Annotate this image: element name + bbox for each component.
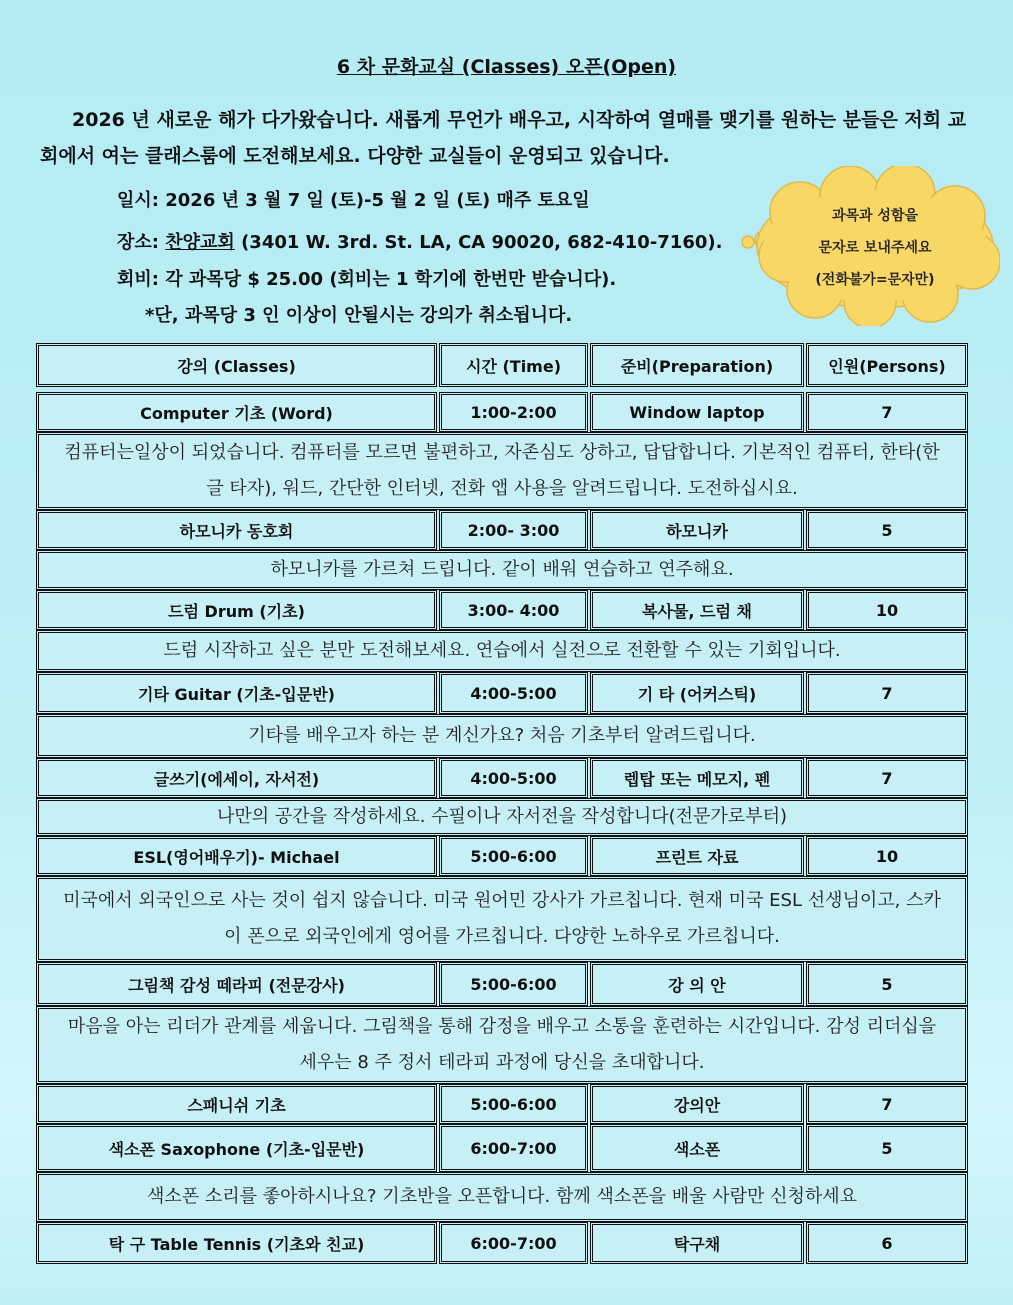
table-row — [36, 590, 968, 630]
table-row — [36, 758, 968, 798]
fee-line: 회비: 각 과목당 $ 25.00 (회비는 1 학기에 한번만 받습니다). — [117, 269, 617, 290]
class-description: 미국에서 외국인으로 사는 것이 쉽지 않습니다. 미국 원어민 강사가 가르칩니다. 현재 미국 ESL 선생님이고, 스카이 폰으로 외국인에게 영어를 가르칩니다. 다양한 노하우로 가르칩니다. — [36, 876, 968, 962]
table-row — [36, 672, 968, 714]
cancel-note: *단, 과목당 3 인 이상이 안될시는 강의가 취소됩니다. — [145, 305, 573, 326]
persons-cell: 7 — [806, 1084, 968, 1124]
preparation-cell: 하모니카 — [590, 510, 804, 550]
persons-cell: 7 — [806, 672, 968, 714]
time-cell: 6:00-7:00 — [439, 1124, 588, 1172]
class-name-cell: 드럼 Drum (기초) — [36, 590, 437, 630]
class-name-cell: 그림책 감성 떼라피 (전문강사) — [36, 962, 437, 1006]
preparation-cell: Window laptop — [590, 392, 804, 432]
time-cell: 3:00- 4:00 — [439, 590, 588, 630]
class-name-cell: 기타 Guitar (기초-입문반) — [36, 672, 437, 714]
location-label: 장소: — [117, 232, 166, 253]
class-description: 컴퓨터는일상이 되었습니다. 컴퓨터를 모르면 불편하고, 자존심도 상하고, 답답합니다. 기본적인 컴퓨터, 한타(한글 타자), 워드, 간단한 인터넷, 전화 앱 사용을 알려드립니다. 도전하십시요. — [36, 432, 968, 510]
header-classes: 강의 (Classes) — [36, 343, 437, 387]
time-cell: 6:00-7:00 — [439, 1222, 588, 1264]
time-cell: 5:00-6:00 — [439, 1084, 588, 1124]
preparation-cell: 복사물, 드럼 채 — [590, 590, 804, 630]
class-table — [36, 0, 968, 1305]
header-persons: 인원(Persons) — [806, 343, 968, 387]
class-description: 색소폰 소리를 좋아하시나요? 기초반을 오픈합니다. 함께 색소폰을 배울 사람만 신청하세요 — [36, 1172, 968, 1222]
persons-cell: 7 — [806, 392, 968, 432]
class-description: 마음을 아는 리더가 관계를 세웁니다. 그림책을 통해 감정을 배우고 소통을 훈련하는 시간입니다. 감성 리더십을 세우는 8 주 정서 테라피 과정에 당신을 초대합니다. — [36, 1006, 968, 1084]
persons-cell: 7 — [806, 758, 968, 798]
table-row — [36, 1084, 968, 1124]
schedule-line: 일시: 2026 년 3 월 7 일 (토)-5 월 2 일 (토) 매주 토요일 — [117, 190, 590, 211]
class-name-cell: 글쓰기(에세이, 자서전) — [36, 758, 437, 798]
bubble-line-1: 과목과 성함을 — [831, 208, 919, 224]
class-name-cell: 탁 구 Table Tennis (기초와 친교) — [36, 1222, 437, 1264]
bubble-line-2: 문자로 보내주세요 — [818, 240, 932, 256]
preparation-cell: 색소폰 — [590, 1124, 804, 1172]
time-cell: 5:00-6:00 — [439, 962, 588, 1006]
persons-cell: 5 — [806, 962, 968, 1006]
table-row — [36, 1222, 968, 1264]
header-time: 시간 (Time) — [439, 343, 588, 387]
class-description: 나만의 공간을 작성하세요. 수필이나 자서전을 작성합니다(전문가로부터) — [36, 798, 968, 836]
time-cell: 4:00-5:00 — [439, 672, 588, 714]
table-row — [36, 510, 968, 550]
preparation-cell: 렙탑 또는 메모지, 펜 — [590, 758, 804, 798]
time-cell: 5:00-6:00 — [439, 836, 588, 876]
table-header-row — [36, 343, 968, 387]
time-cell: 4:00-5:00 — [439, 758, 588, 798]
preparation-cell: 기 타 (어커스틱) — [590, 672, 804, 714]
class-name-cell: ESL(영어배우기)- Michael — [36, 836, 437, 876]
time-cell: 2:00- 3:00 — [439, 510, 588, 550]
table-row — [36, 962, 968, 1006]
class-name-cell: 하모니카 동호회 — [36, 510, 437, 550]
preparation-cell: 강 의 안 — [590, 962, 804, 1006]
preparation-cell: 탁구채 — [590, 1222, 804, 1264]
preparation-cell: 강의안 — [590, 1084, 804, 1124]
class-name-cell: 색소폰 Saxophone (기초-입문반) — [36, 1124, 437, 1172]
class-name-cell: 스패니쉬 기초 — [36, 1084, 437, 1124]
persons-cell: 5 — [806, 510, 968, 550]
table-row — [36, 392, 968, 432]
table-row — [36, 1124, 968, 1172]
class-description: 드럼 시작하고 싶은 분만 도전해보세요. 연습에서 실전으로 전환할 수 있는 기회입니다. — [36, 630, 968, 672]
table-row — [36, 836, 968, 876]
location-name: 찬양교회 — [165, 232, 235, 253]
class-description: 하모니카를 가르쳐 드립니다. 같이 배워 연습하고 연주해요. — [36, 550, 968, 590]
time-cell: 1:00-2:00 — [439, 392, 588, 432]
intro-paragraph: 2026 년 새로운 해가 다가왔습니다. 새롭게 무언가 배우고, 시작하여 열매를 맺기를 원하는 분들은 저희 교회에서 여는 클래스룸에 도전해보세요. 다양한 교실들이 운영되고 있습니다. — [40, 109, 967, 167]
persons-cell: 5 — [806, 1124, 968, 1172]
location-address: (3401 W. 3rd. St. LA, CA 90020, 682-410-7160). — [234, 232, 723, 253]
persons-cell: 10 — [806, 590, 968, 630]
persons-cell: 10 — [806, 836, 968, 876]
class-name-cell: Computer 기초 (Word) — [36, 392, 437, 432]
bubble-line-3: (전화불가=문자만) — [815, 272, 935, 288]
header-preparation: 준비(Preparation) — [590, 343, 804, 387]
persons-cell: 6 — [806, 1222, 968, 1264]
page-title: 6 차 문화교실 (Classes) 오픈(Open) — [336, 56, 677, 78]
preparation-cell: 프린트 자료 — [590, 836, 804, 876]
class-description: 기타를 배우고자 하는 분 계신가요? 처음 기초부터 알려드립니다. — [36, 714, 968, 758]
